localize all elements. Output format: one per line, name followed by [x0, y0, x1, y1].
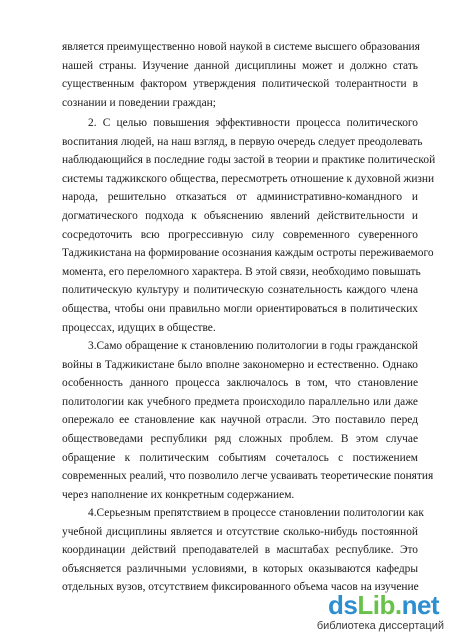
logo-text-dot: .	[394, 590, 402, 620]
text-line: политическую культуру и политическую сознательность каждого члена	[62, 284, 418, 297]
text-line: политологии как учебного предмета происходило параллельно или даже	[62, 395, 418, 408]
logo-text-lib: Lib	[357, 590, 395, 620]
text-line: отдельных вузов, отсутствием фиксированного объема часов на изучение	[62, 581, 419, 594]
text-line: нашей страны. Изучение данной дисциплины может и должно стать	[62, 59, 418, 72]
paragraph-3	[62, 337, 434, 504]
text-line: 3.Само обращение к становлению политологии в годы гражданской	[88, 340, 418, 352]
dslib-logo	[328, 590, 439, 620]
text-line: учебной дисциплины является и отсутствие сколько-нибудь постоянной	[62, 525, 418, 538]
text-line: процессах, идущих в обществе.	[62, 321, 216, 334]
text-line: наблюдающийся в последние годы застой в теории и практике политической	[62, 154, 436, 167]
watermark-tagline: библиотека диссертаций	[316, 620, 444, 632]
text-line: является преимущественно новой наукой в системе высшего образования	[62, 41, 420, 53]
logo-text-ds: ds	[328, 590, 358, 620]
text-line: через наполнение их конкретным содержанием.	[62, 488, 295, 501]
text-line: общества, чтобы они правильно могли ориентироваться в политических	[62, 302, 418, 315]
text-line: догматического подхода к объяснению явлений действительности и	[62, 209, 418, 222]
text-line: обращение к политическим событиям сочеталось с постижением	[62, 451, 418, 464]
text-line: системы таджикского общества, пересмотреть отношение к духовной жизни	[62, 172, 435, 185]
paragraph-2	[62, 114, 436, 337]
text-line: сознании и поведении граждан;	[62, 96, 216, 109]
dslib-watermark	[304, 590, 444, 634]
text-line: народа, решительно отказаться от административно-командного и	[62, 191, 418, 204]
text-line: сосредоточить всю прогрессивную силу современного суверенного	[62, 228, 418, 241]
text-line: координации действий преподавателей в масштабах республике. Это	[62, 544, 418, 557]
text-line: объясняется различными условиями, в которых оказываются кафедры	[62, 562, 418, 575]
text-line: момента, его переломного характера. В этой связи, необходимо повышать	[62, 265, 421, 278]
text-line: войны в Таджикистане было вполне закономерно и естественно. Однако	[62, 358, 418, 371]
text-line: Таджикистана на формирование осознания каждым остроты переживаемого	[62, 247, 434, 260]
text-line: особенность данного процесса заключалось в том, что становление	[62, 377, 418, 390]
paragraph-1	[62, 38, 418, 112]
text-line: существенным фактором утверждения политической толерантности в	[62, 78, 418, 91]
text-line: воспитания людей, на наш взгляд, в первую очередь следует преодолевать	[62, 135, 423, 148]
text-line: опережало ее становление как научной отрасли. Это поставило перед	[62, 414, 418, 427]
logo-text-net: net	[401, 590, 440, 620]
text-line: 2. С целью повышения эффективности процесса политического	[88, 117, 418, 129]
text-line: обществоведами республики ряд сложных проблем. В этом случае	[62, 432, 418, 445]
paragraph-4	[62, 504, 424, 597]
text-line: современных реалий, что позволило легче усваивать теоретические понятия	[62, 470, 434, 483]
text-line: 4.Серьезным препятствием в процессе становлении политологии как	[88, 507, 424, 519]
